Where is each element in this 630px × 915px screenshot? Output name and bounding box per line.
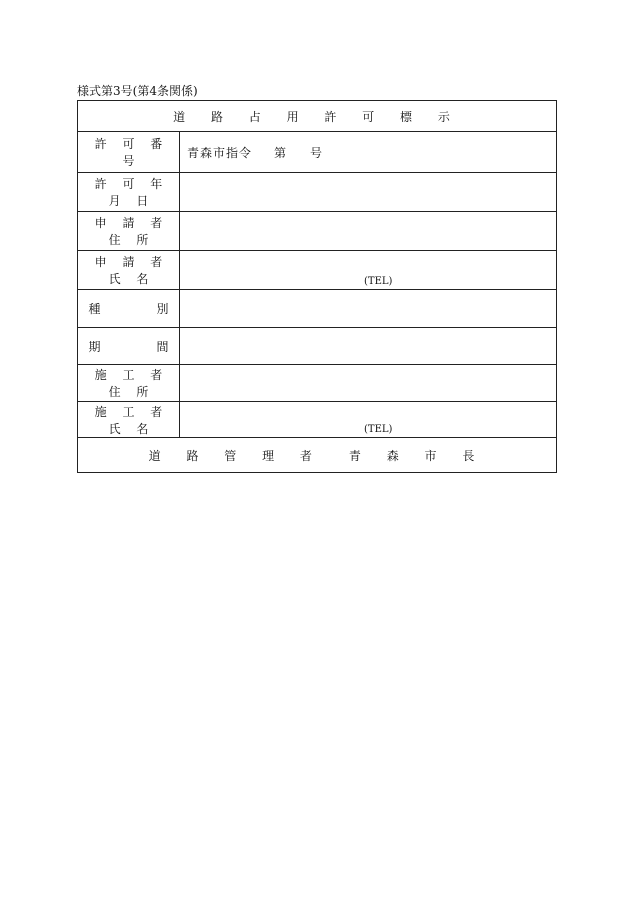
table-row [78, 365, 557, 402]
table-row [78, 132, 557, 173]
type-label-left: 種 [88, 302, 101, 316]
permit-number-prefix: 青森市指令 [187, 145, 253, 160]
footer-row [78, 438, 557, 473]
applicant-address-value [180, 212, 557, 251]
applicant-tel-label: (TEL) [364, 276, 393, 287]
period-label-left: 期 [88, 339, 101, 354]
type-label [78, 290, 180, 328]
applicant-address-label: 申 請 者 住 所 [78, 212, 180, 251]
permit-number-go: 号 [310, 145, 323, 160]
table-row [78, 290, 557, 328]
table-row [78, 328, 557, 365]
period-label [78, 328, 180, 365]
contractor-tel-label: (TEL) [364, 424, 393, 435]
form-title: 道 路 占 用 許 可 標 示 [78, 101, 557, 132]
period-label-right: 間 [156, 339, 169, 354]
road-manager-label: 道 路 管 理 者 [148, 448, 323, 463]
table-row [78, 251, 557, 290]
applicant-name-value [180, 251, 557, 290]
permit-number-label: 許 可 番 号 [78, 132, 180, 173]
contractor-address-label: 施 工 者 住 所 [78, 365, 180, 402]
contractor-name-label: 施 工 者 氏 名 [78, 402, 180, 438]
form-caption: 様式第3号(第4条関係) [77, 84, 198, 98]
title-row [78, 101, 557, 132]
permit-date-label: 許 可 年 月 日 [78, 173, 180, 212]
road-occupancy-permit-table [77, 100, 557, 473]
period-value [180, 328, 557, 365]
road-manager-cell [78, 438, 557, 473]
type-label-right: 別 [156, 302, 169, 316]
permit-number-dai: 第 [274, 145, 287, 160]
table-row [78, 402, 557, 438]
contractor-address-value [180, 365, 557, 402]
applicant-name-label: 申 請 者 氏 名 [78, 251, 180, 290]
road-manager-name: 青 森 市 長 [348, 448, 486, 463]
type-value [180, 290, 557, 328]
permit-date-value [180, 173, 557, 212]
table-row [78, 212, 557, 251]
table-row [78, 173, 557, 212]
permit-number-value [180, 132, 557, 173]
contractor-name-value [180, 402, 557, 438]
